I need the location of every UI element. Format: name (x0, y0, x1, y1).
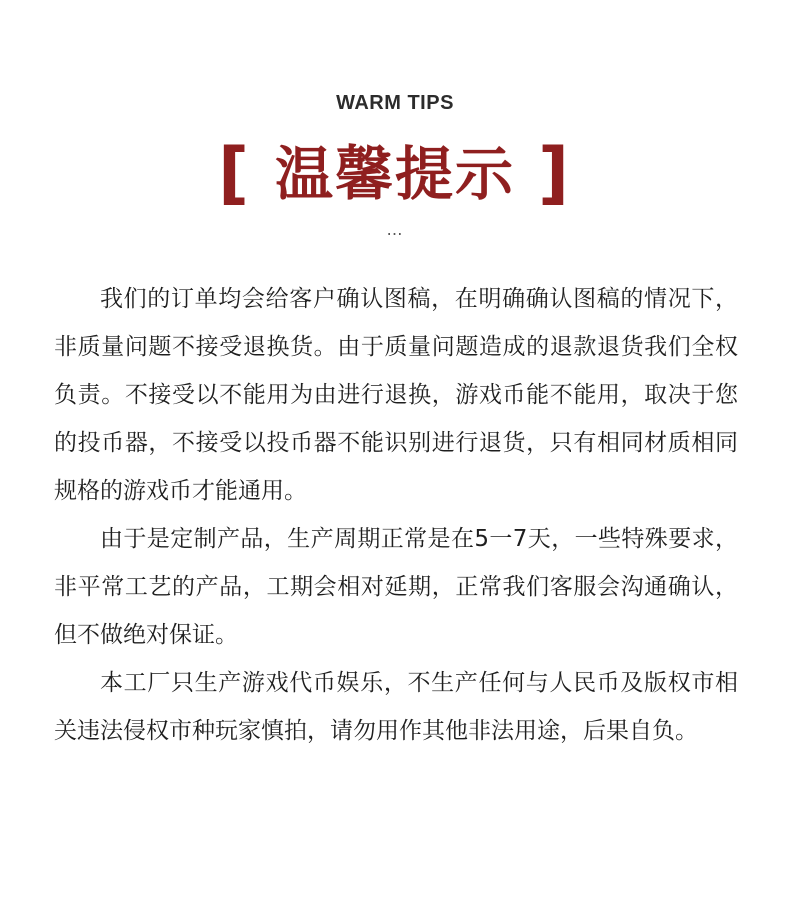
warm-tips-subtitle: WARM TIPS (336, 92, 454, 114)
title-row (0, 132, 790, 220)
ellipsis-divider: … (386, 220, 404, 239)
paragraph-production-cycle: 由于是定制产品，生产周期正常是在5一7天，一些特殊要求，非平常工艺的产品，工期会相对延期，正常我们客服会沟通确认，但不做绝对保证。 (54, 526, 738, 648)
paragraph-legal-notice: 本工厂只生产游戏代币娱乐，不生产任何与人民币及版权市相关违法侵权市种玩家慎拍，请勿用作其他非法用途，后果自负。 (54, 670, 738, 744)
paragraph-return-policy: 我们的订单均会给客户确认图稿，在明确确认图稿的情况下，非质量问题不接受退换货。由于质量问题造成的退款退货我们全权负责。不接受以不能用为由进行退换，游戏币能不能用，取决于您的投币器，不接受以投币器不能识别进行退货，只有相同材质相同规格的游戏币才能通用。 (54, 286, 738, 504)
page-title: 温馨提示 (274, 140, 515, 208)
left-bracket: [ (218, 134, 250, 213)
notice-content (54, 275, 738, 755)
right-bracket: ] (538, 134, 570, 213)
